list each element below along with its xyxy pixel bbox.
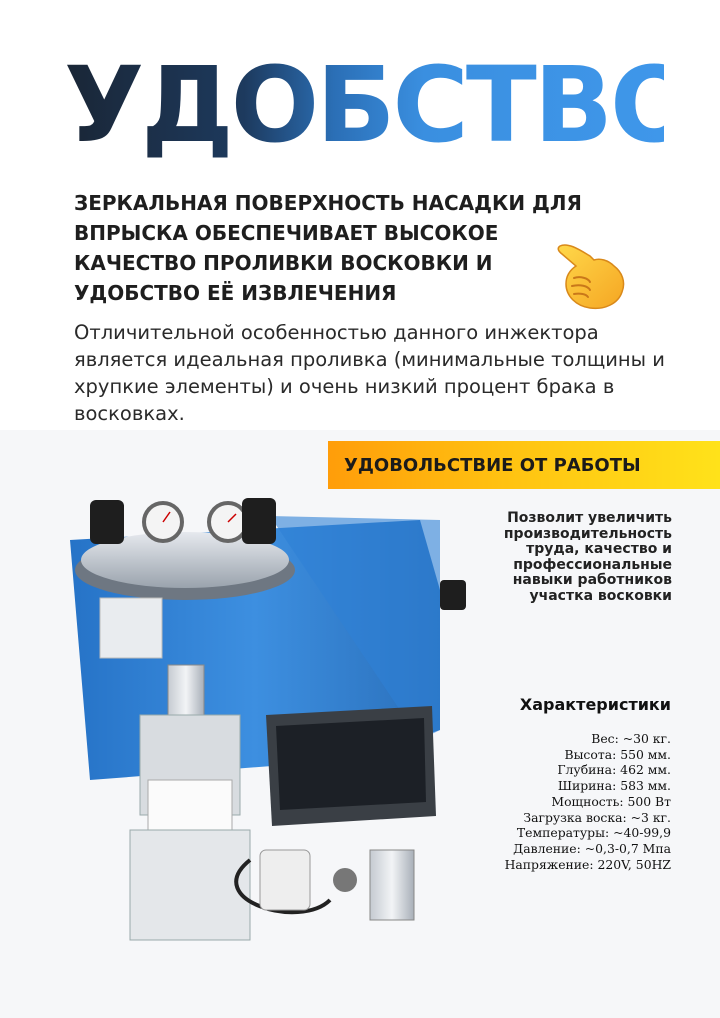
pointing-up-hand-icon xyxy=(550,232,634,316)
spec-item: Ширина: 583 мм. xyxy=(557,778,671,794)
spec-item: Мощность: 500 Вт xyxy=(551,793,671,809)
benefit-text: Позволит увеличить производительность труда, качество и профессиональные навыки работников участка восковки xyxy=(503,510,672,604)
spec-item: Глубина: 462 мм. xyxy=(557,762,671,778)
specs-title: Характеристики xyxy=(519,695,671,714)
spec-item: Напряжение: 220V, 50HZ xyxy=(504,856,671,872)
spec-item: Вес: ~30 кг. xyxy=(591,731,671,746)
spec-item: Загрузка воска: ~3 кг. xyxy=(523,809,671,825)
promo-banner-label: УДОВОЛЬСТВИЕ ОТ РАБОТЫ xyxy=(344,454,641,476)
headline: ЗЕРКАЛЬНАЯ ПОВЕРХНОСТЬ НАСАДКИ ДЛЯ ВПРЫСКА ОБЕСПЕЧИВАЕТ ВЫСОКОЕ КАЧЕСТВО ПРОЛИВКИ ВОСКОВКИ И УДОБСТВО ЕЁ ИЗВЛЕЧЕНИЯ xyxy=(74,191,582,305)
specs-list xyxy=(505,731,671,872)
spec-item: Высота: 550 мм. xyxy=(564,746,671,762)
spec-item: Давление: ~0,3-0,7 Мпа xyxy=(513,840,671,856)
page-title: УДОБСТВО xyxy=(64,44,696,166)
spec-item: Температуры: ~40-99,9 xyxy=(516,825,671,841)
description-paragraph: Отличительной особенностью данного инжектора является идеальная проливка (минимальные толщины и хрупкие элементы) и очень низкий процент брака в восковках. xyxy=(74,321,665,425)
promo-banner xyxy=(328,441,720,489)
